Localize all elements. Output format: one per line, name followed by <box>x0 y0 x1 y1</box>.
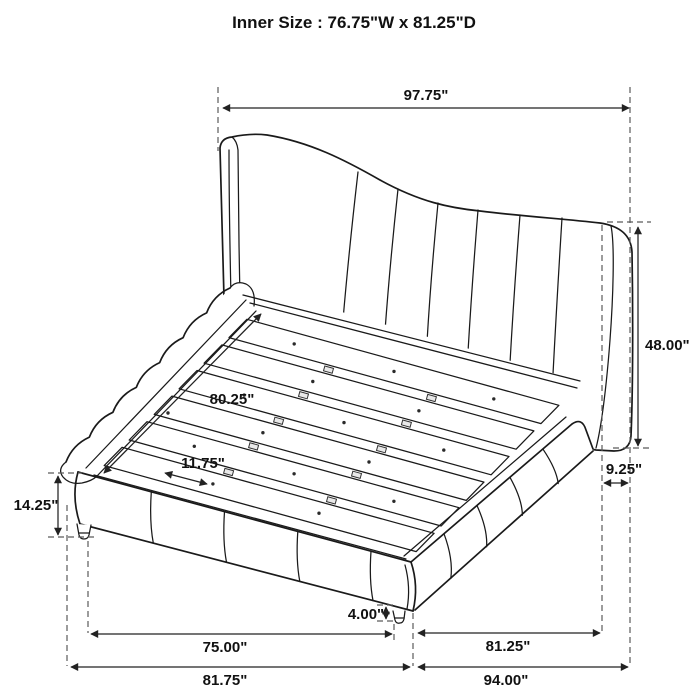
dimension-height <box>638 227 690 446</box>
dimension-label: 81.75" <box>202 672 248 689</box>
dimension-label: 80.25" <box>209 391 255 408</box>
dimension-label: 9.25" <box>605 461 643 478</box>
diagram-title: Inner Size : 76.75"W x 81.25"D <box>232 13 476 32</box>
dimension-label: 14.25" <box>13 497 59 514</box>
dimension-label: 11.75" <box>181 455 225 472</box>
dimension-front-inner <box>91 634 392 656</box>
dimension-label: 75.00" <box>202 639 248 656</box>
dimension-label: 97.75" <box>403 87 449 104</box>
dimension-label: 81.25" <box>485 638 531 655</box>
dimension-side-outer <box>418 667 628 689</box>
dimension-rail-height <box>14 476 59 535</box>
dimension-headboard-depth <box>604 461 642 483</box>
dimension-label: 48.00" <box>645 337 690 354</box>
dimension-overall-width <box>223 87 629 108</box>
dimension-label: 4.00" <box>347 606 385 623</box>
dimension-label: 94.00" <box>483 672 529 689</box>
dimension-side-inner <box>418 633 600 655</box>
bed-drawing <box>61 134 633 623</box>
dimension-leg-height <box>348 606 386 623</box>
dimension-front-outer <box>71 667 410 689</box>
